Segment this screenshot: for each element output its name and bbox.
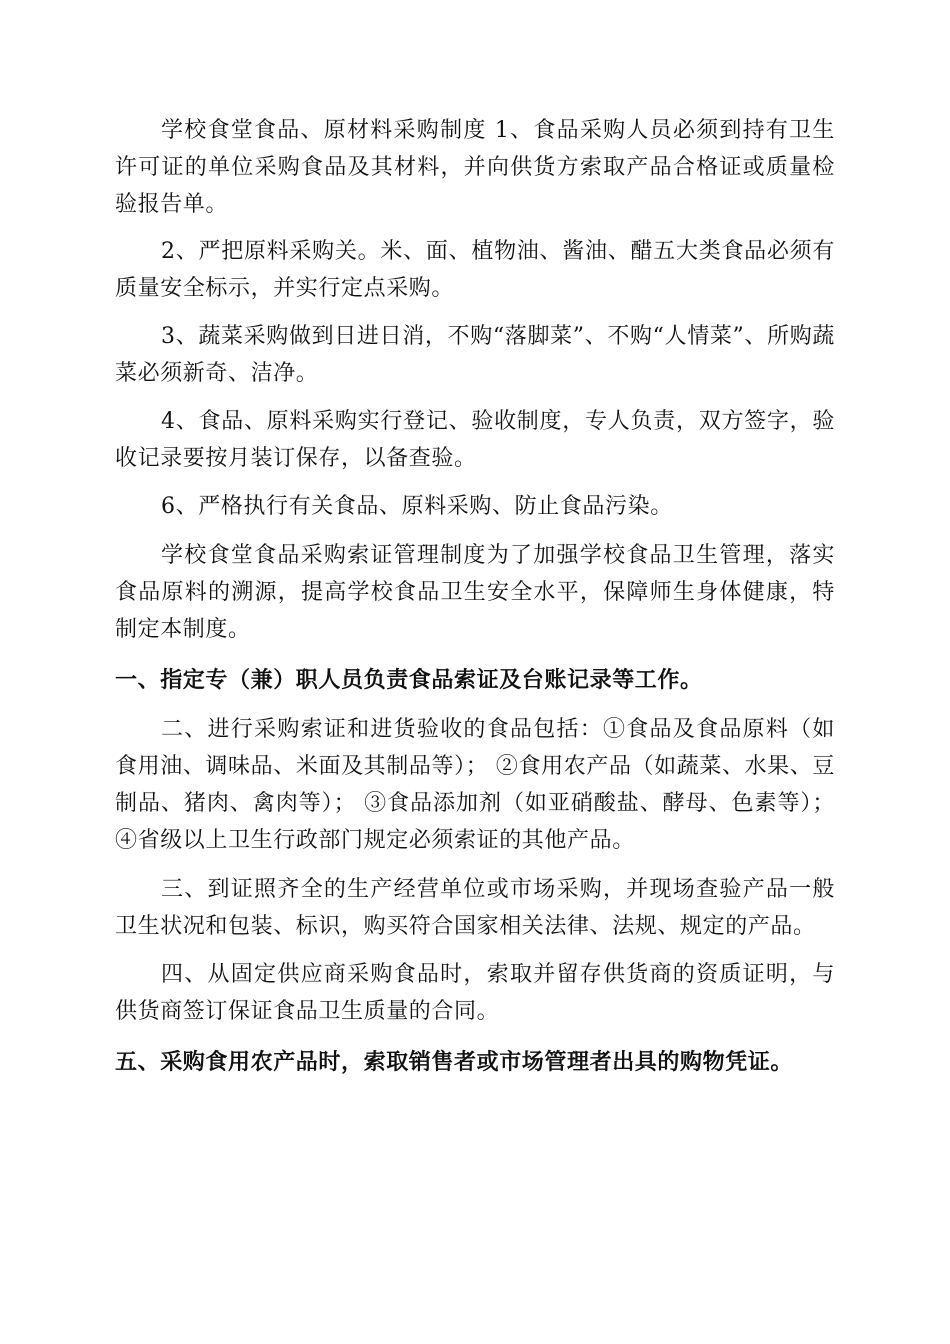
paragraph-procurement-rule-1: 学校食堂食品、原材料采购制度 1、食品采购人员必须到持有卫生许可证的单位采购食品及其材料，并向供货方索取产品合格证或质量检验报告单。: [115, 118, 835, 217]
paragraph-certificate-system-intro: 学校食堂食品采购索证管理制度为了加强学校食品卫生管理，落实食品原料的溯源，提高学校食品卫生安全水平，保障师生身体健康，特制定本制度。: [115, 543, 835, 642]
paragraph-procurement-rule-4: 4、食品、原料采购实行登记、验收制度，专人负责，双方签字，验收记录要按月装订保存，以备查验。: [115, 409, 835, 471]
heading-section-1: 一、指定专（兼）职人员负责食品索证及台账记录等工作。: [115, 668, 703, 693]
paragraph-procurement-rule-6: 6、严格执行有关食品、原料采购、防止食品污染。: [161, 494, 673, 519]
document-page: [115, 112, 835, 1081]
paragraph-section-3: 三、到证照齐全的生产经营单位或市场采购，并现场查验产品一般卫生状况和包装、标识，购买符合国家相关法律、法规、规定的产品。: [115, 877, 835, 939]
heading-section-5: 五、采购食用农产品时，索取销售者或市场管理者出具的购物凭证。: [115, 1050, 794, 1075]
paragraph-section-2: 二、进行采购索证和进货验收的食品包括：①食品及食品原料（如食用油、调味品、米面及其制品等）； ②食用农产品（如蔬菜、水果、豆制品、猪肉、禽肉等）； ③食品添加剂（如亚硝酸盐、酵母、色素等）； ④省级以上卫生行政部门规定必须索证的其他产品。: [115, 717, 835, 853]
paragraph-section-4: 四、从固定供应商采购食品时，索取并留存供货商的资质证明，与供货商签订保证食品卫生质量的合同。: [115, 962, 835, 1024]
paragraph-procurement-rule-2: 2、严把原料采购关。米、面、植物油、酱油、醋五大类食品必须有质量安全标示，并实行定点采购。: [115, 239, 835, 301]
paragraph-procurement-rule-3: 3、蔬菜采购做到日进日消，不购“落脚菜”、不购“人情菜”、所购蔬菜必须新奇、洁净。: [115, 324, 835, 386]
